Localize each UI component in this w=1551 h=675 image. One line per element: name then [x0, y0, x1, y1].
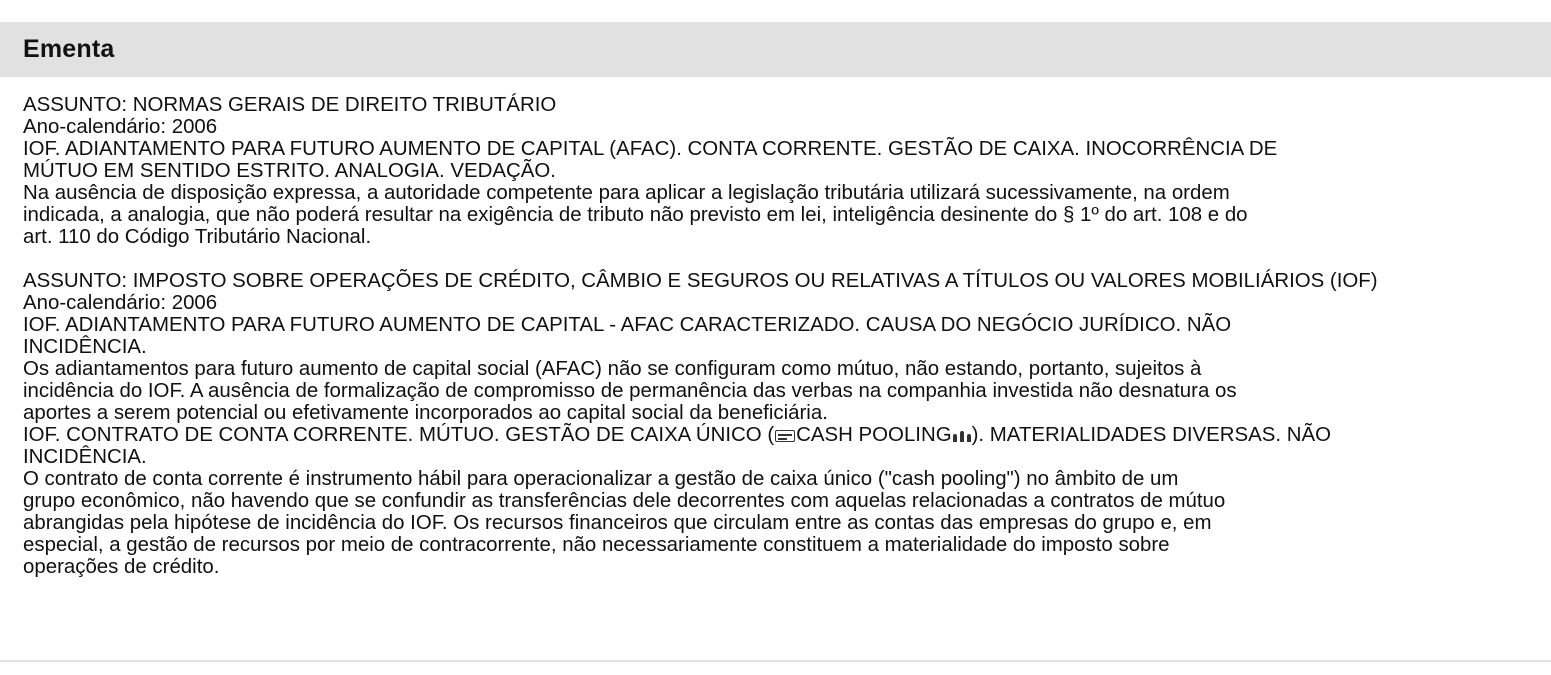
body-text-line: especial, a gestão de recursos por meio de contracorrente, não necessariamente constituem a materialidade do imposto sobre	[23, 534, 1170, 556]
body-text-line: O contrato de conta corrente é instrumento hábil para operacionalizar a gestão de caixa único ("cash pooling") no âmbito de um	[23, 468, 1179, 490]
ano-calendario-line: Ano-calendário: 2006	[23, 116, 218, 138]
body-text-line: abrangidas pela hipótese de incidência do IOF. Os recursos financeiros que circulam entre as contas das empresas do grupo e, em	[23, 512, 1212, 534]
bottom-divider	[0, 660, 1551, 662]
assunto-line: ASSUNTO: NORMAS GERAIS DE DIREITO TRIBUTÁRIO	[23, 94, 557, 116]
topic-heading-line: IOF. ADIANTAMENTO PARA FUTURO AUMENTO DE CAPITAL (AFAC). CONTA CORRENTE. GESTÃO DE CAIXA. INOCORRÊNCIA DE	[23, 138, 1278, 160]
ementa-block-normas-gerais	[23, 94, 1533, 248]
topic-heading-line: IOF. ADIANTAMENTO PARA FUTURO AUMENTO DE CAPITAL - AFAC CARACTERIZADO. CAUSA DO NEGÓCIO JURÍDICO. NÃO	[23, 314, 1232, 336]
people-icon	[953, 429, 971, 442]
body-text-line: aportes a serem potencial ou efetivamente incorporados ao capital social da beneficiária.	[23, 402, 828, 424]
section-header	[0, 22, 1551, 77]
section-title: Ementa	[23, 35, 115, 63]
cash-pooling-term: CASH POOLING	[796, 424, 952, 446]
topic-heading-line	[23, 424, 1533, 446]
card-icon	[775, 430, 795, 442]
topic-heading-line: INCIDÊNCIA.	[23, 336, 147, 358]
body-text-line: Os adiantamentos para futuro aumento de capital social (AFAC) não se configuram como mútuo, não estando, portanto, sujeitos à	[23, 358, 1202, 380]
ementa-content	[23, 94, 1533, 578]
topic-heading-line: INCIDÊNCIA.	[23, 446, 147, 468]
ementa-block-iof	[23, 270, 1533, 578]
body-text-line: operações de crédito.	[23, 556, 220, 578]
body-text-line: incidência do IOF. A ausência de formalização de compromisso de permanência das verbas na companhia investida não desnatura os	[23, 380, 1237, 402]
paragraph-gap	[23, 248, 1533, 270]
body-text-line: Na ausência de disposição expressa, a autoridade competente para aplicar a legislação tributária utilizará sucessivamente, na ordem	[23, 182, 1230, 204]
topic-heading-line: MÚTUO EM SENTIDO ESTRITO. ANALOGIA. VEDAÇÃO.	[23, 160, 556, 182]
ano-calendario-line: Ano-calendário: 2006	[23, 292, 218, 314]
body-text-line: grupo econômico, não havendo que se confundir as transferências dele decorrentes com aquelas relacionadas a contratos de mútuo	[23, 490, 1226, 512]
assunto-line: ASSUNTO: IMPOSTO SOBRE OPERAÇÕES DE CRÉDITO, CÂMBIO E SEGUROS OU RELATIVAS A TÍTULOS OU VALORES MOBILIÁRIOS (IOF)	[23, 270, 1378, 292]
body-text-line: art. 110 do Código Tributário Nacional.	[23, 226, 372, 248]
body-text-line: indicada, a analogia, que não poderá resultar na exigência de tributo não previsto em lei, inteligência desinente do § 1º do art. 108 e do	[23, 204, 1248, 226]
heading-suffix: ). MATERIALIDADES DIVERSAS. NÃO	[971, 424, 1331, 446]
heading-prefix: IOF. CONTRATO DE CONTA CORRENTE. MÚTUO. GESTÃO DE CAIXA ÚNICO (	[23, 424, 775, 446]
